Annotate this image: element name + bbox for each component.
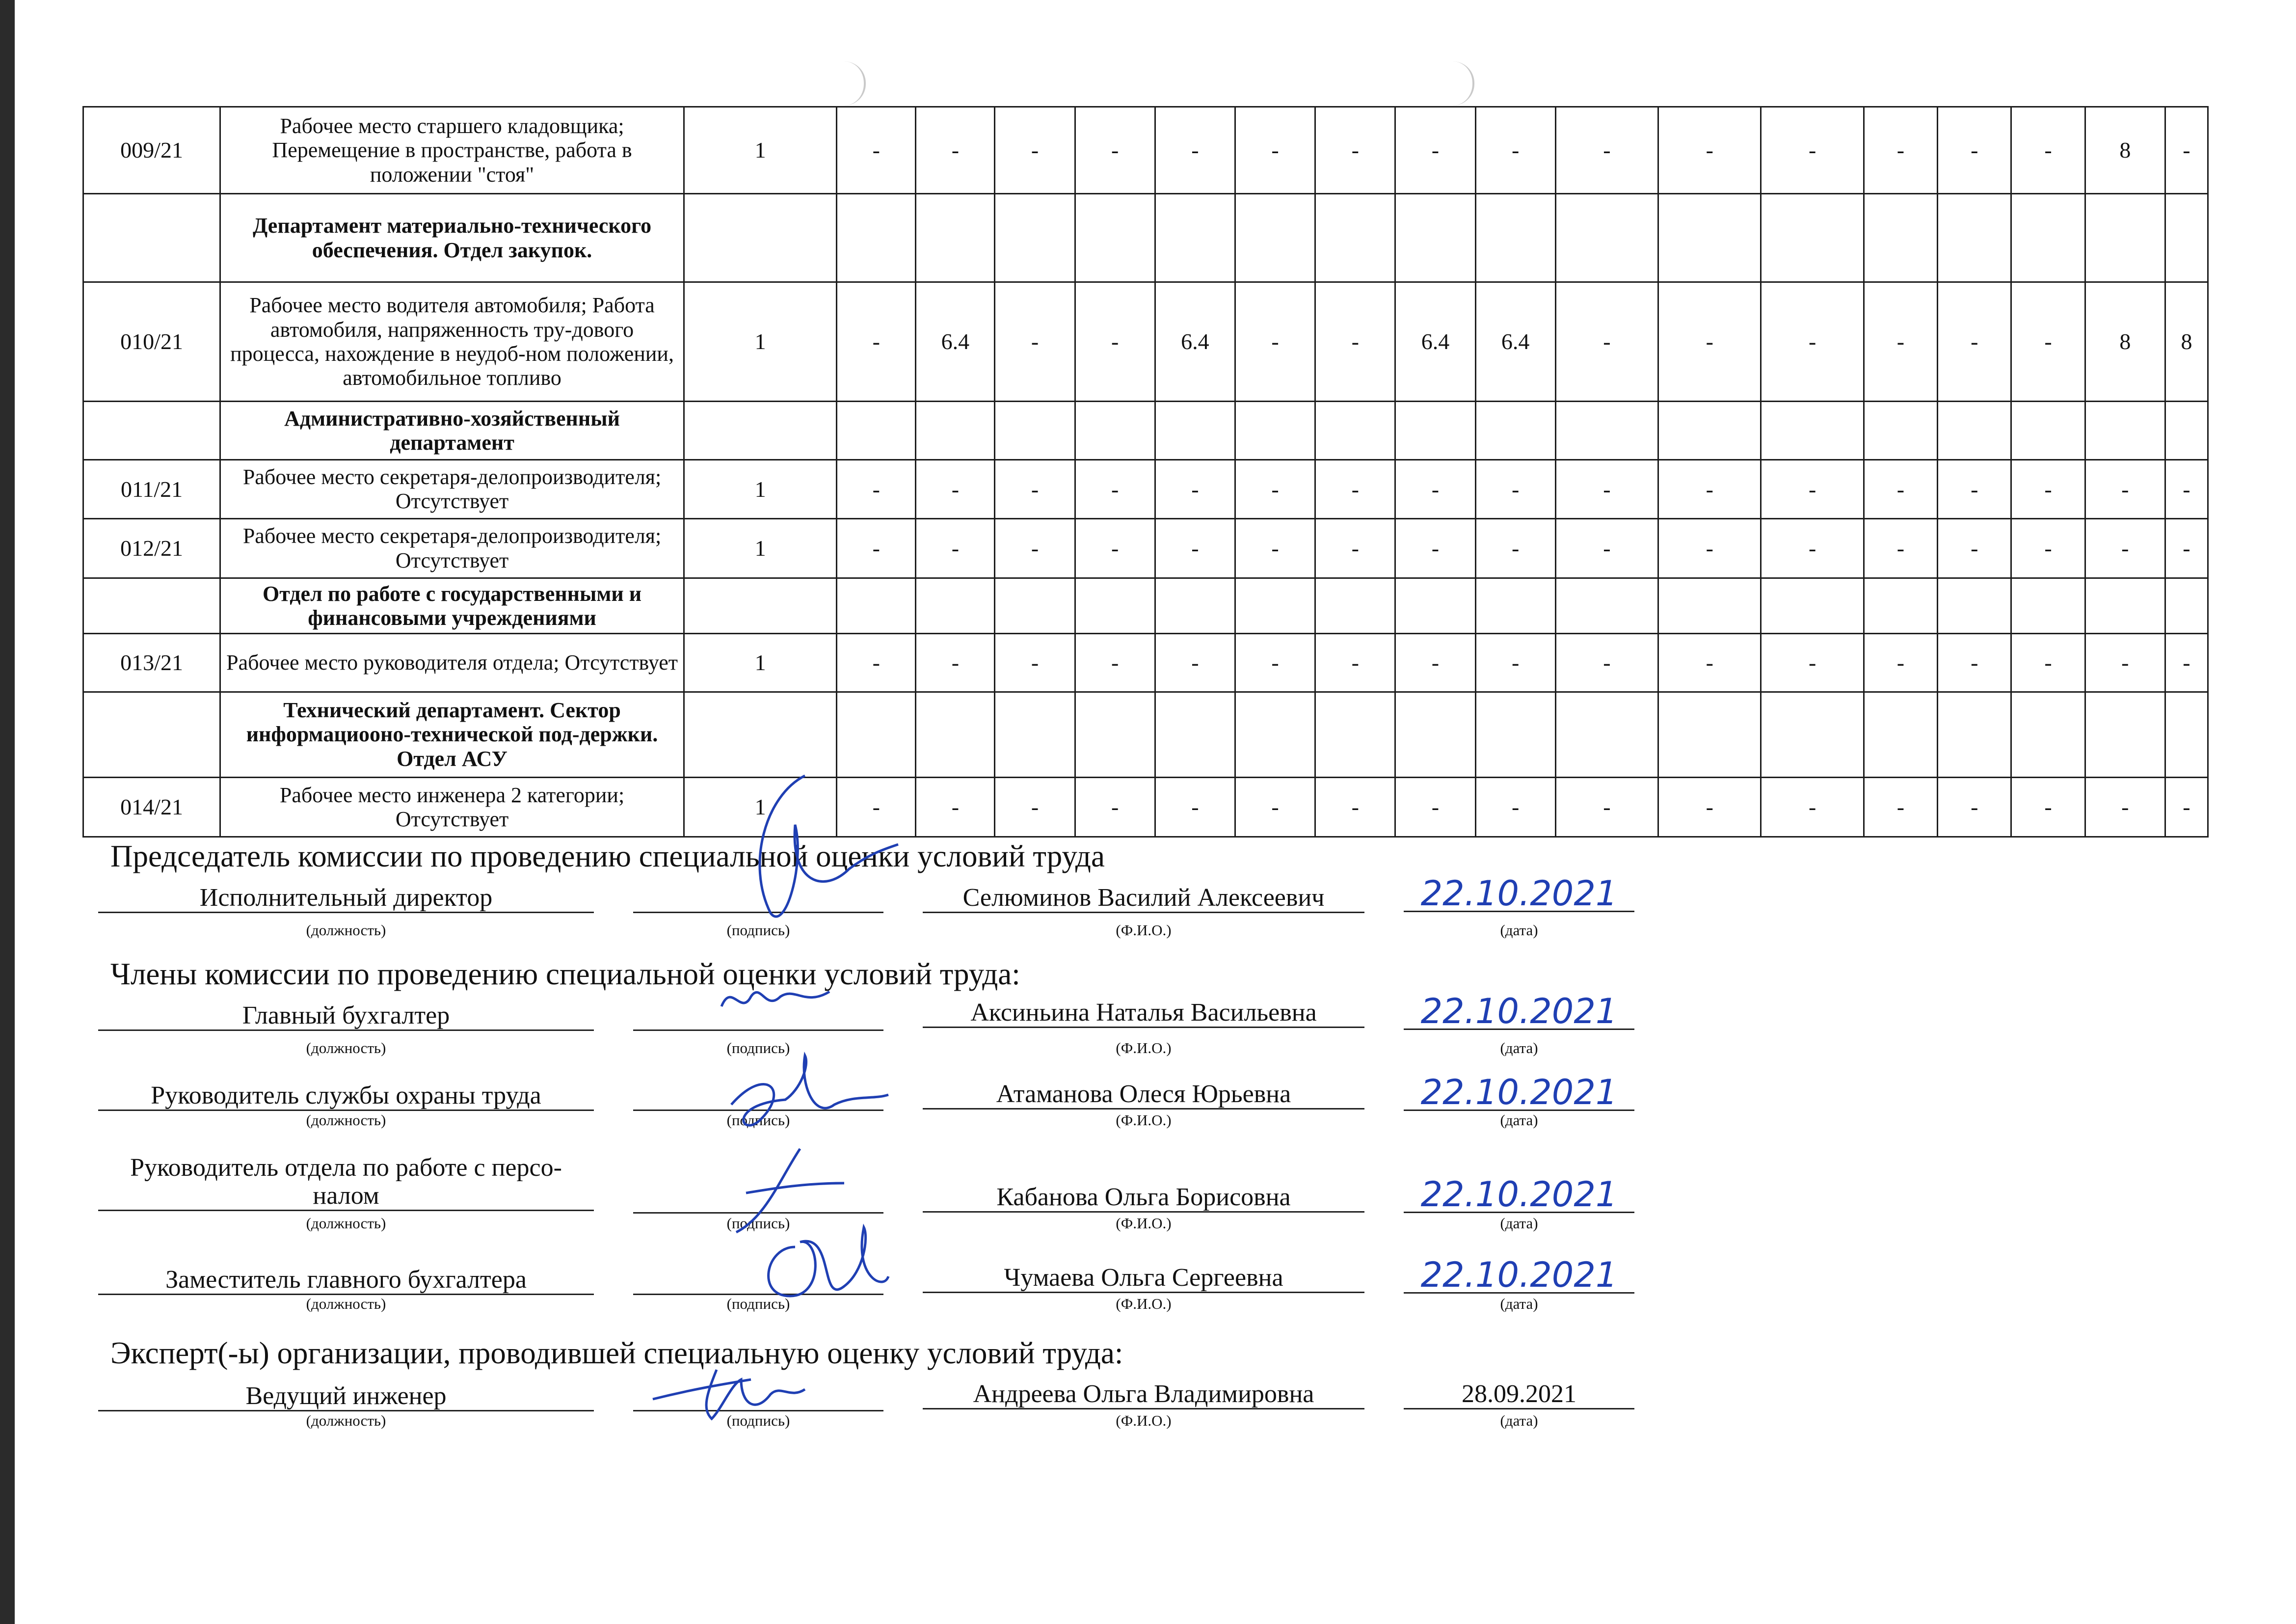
row-value-cell <box>1315 401 1395 460</box>
row-value-cell <box>2085 194 2165 282</box>
row-value-cell <box>1475 578 1555 633</box>
expert-heading: Эксперт(-ы) организации, проводившей специальную оценку условий труда: <box>110 1336 1123 1370</box>
row-description: Рабочее место инженера 2 категории; Отсутствует <box>220 777 684 837</box>
row-value-cell: - <box>995 107 1075 194</box>
handwritten-signature <box>643 1355 820 1429</box>
row-value-cell: 6.4 <box>1475 282 1555 402</box>
section-title: Департамент материально-технического обеспечения. Отдел закупок. <box>220 194 684 282</box>
table-row <box>83 282 2208 402</box>
caption-position: (должность) <box>306 1039 386 1056</box>
row-value-cell <box>1315 194 1395 282</box>
row-value-cell: - <box>1395 107 1475 194</box>
row-value-cell: - <box>1475 777 1555 837</box>
row-value-cell: 8 <box>2085 107 2165 194</box>
row-value-cell <box>1395 692 1475 777</box>
row-value-cell <box>2011 401 2085 460</box>
row-value-cell <box>1155 692 1235 777</box>
row-value-cell: - <box>916 107 995 194</box>
row-value-cell <box>837 578 916 633</box>
chair-heading: Председатель комиссии по проведению специальной оценки условий труда <box>110 839 1105 873</box>
row-value-cell <box>1315 692 1395 777</box>
row-value-cell: 8 <box>2085 282 2165 402</box>
row-value-cell <box>2085 401 2165 460</box>
row-value-cell: - <box>2011 634 2085 692</box>
row-value-cell: - <box>916 460 995 518</box>
row-value-cell: - <box>1938 282 2011 402</box>
row-value-cell <box>916 401 995 460</box>
caption-fio: (Ф.И.О.) <box>1116 1039 1172 1056</box>
row-value-cell: - <box>2165 634 2208 692</box>
row-code: 009/21 <box>83 107 220 194</box>
row-value-cell <box>1075 401 1155 460</box>
row-value-cell <box>1395 194 1475 282</box>
member-fio: Аксиньина Наталья Васильевна <box>923 999 1364 1028</box>
row-value-cell: - <box>1864 107 1937 194</box>
row-value-cell: - <box>1395 460 1475 518</box>
row-value-cell: - <box>916 518 995 578</box>
row-value-cell: - <box>1864 777 1937 837</box>
row-value-cell: - <box>1938 634 2011 692</box>
caption-signature: (подпись) <box>726 1412 790 1429</box>
row-value-cell: - <box>1155 107 1235 194</box>
row-value-cell: - <box>1075 518 1155 578</box>
row-value-cell: - <box>1235 518 1315 578</box>
row-value-cell: - <box>1864 518 1937 578</box>
row-value-cell: - <box>1155 777 1235 837</box>
row-value-cell <box>995 578 1075 633</box>
row-value-cell: - <box>1761 634 1864 692</box>
row-value-cell <box>837 194 916 282</box>
caption-date: (дата) <box>1500 1412 1538 1429</box>
row-description: Рабочее место секретаря-делопроизводителя; Отсутствует <box>220 518 684 578</box>
row-value-cell: - <box>995 282 1075 402</box>
row-value-cell <box>995 194 1075 282</box>
row-value-cell: - <box>1658 282 1761 402</box>
caption-date: (дата) <box>1500 921 1538 939</box>
row-value-cell <box>1155 401 1235 460</box>
row-code: 014/21 <box>83 777 220 837</box>
section-row <box>83 401 2208 460</box>
row-value-cell: - <box>995 460 1075 518</box>
row-value-cell <box>2085 578 2165 633</box>
row-value-cell <box>1761 401 1864 460</box>
expert-fio: Андреева Ольга Владимировна <box>923 1380 1364 1409</box>
row-value-cell: - <box>2011 460 2085 518</box>
caption-date: (дата) <box>1500 1215 1538 1232</box>
row-value-cell <box>2085 692 2165 777</box>
row-value-cell: - <box>1555 460 1658 518</box>
row-value-cell <box>1864 194 1937 282</box>
caption-fio: (Ф.И.О.) <box>1116 1412 1172 1429</box>
row-value-cell <box>1938 578 2011 633</box>
row-value-cell: - <box>1761 777 1864 837</box>
section-title: Отдел по работе с государственными и финансовыми учреждениями <box>220 578 684 633</box>
handwritten-signature <box>707 766 903 943</box>
row-description: Рабочее место руководителя отдела; Отсутствует <box>220 634 684 692</box>
chair-date: 22.10.2021 <box>1404 876 1634 912</box>
caption-position: (должность) <box>306 1215 386 1232</box>
row-value-cell: - <box>2165 777 2208 837</box>
row-value-cell <box>1235 692 1315 777</box>
row-value-cell <box>1658 692 1761 777</box>
row-value-cell: - <box>1315 518 1395 578</box>
row-value-cell <box>1864 578 1937 633</box>
row-value-cell <box>1395 401 1475 460</box>
row-value-cell: - <box>1761 107 1864 194</box>
row-value-cell <box>1075 692 1155 777</box>
row-value-cell <box>1761 194 1864 282</box>
row-value-cell: - <box>1395 518 1475 578</box>
row-value-cell: - <box>1155 634 1235 692</box>
row-code: 013/21 <box>83 634 220 692</box>
handwritten-signature <box>712 977 839 1031</box>
row-value-cell <box>1658 194 1761 282</box>
members-heading: Члены комиссии по проведению специальной оценки условий труда: <box>110 957 1020 991</box>
row-value-cell: - <box>2011 777 2085 837</box>
row-value-cell: - <box>1315 634 1395 692</box>
handwritten-signature <box>687 1046 893 1144</box>
row-value-cell: - <box>1075 460 1155 518</box>
expert-position: Ведущий инженер <box>98 1382 594 1411</box>
row-value-cell: 6.4 <box>1155 282 1235 402</box>
row-value-cell: - <box>1938 777 2011 837</box>
row-value-cell <box>684 194 836 282</box>
caption-signature: (подпись) <box>726 1215 790 1232</box>
row-value-cell: 8 <box>2165 282 2208 402</box>
row-value-cell: - <box>1155 518 1235 578</box>
row-value-cell <box>684 401 836 460</box>
row-value-cell <box>1864 401 1937 460</box>
row-value-cell: - <box>1658 518 1761 578</box>
row-value-cell <box>1155 194 1235 282</box>
row-value-cell <box>2011 578 2085 633</box>
row-value-cell <box>1075 194 1155 282</box>
section-title: Административно-хозяйственный департамент <box>220 401 684 460</box>
section-title: Технический департамент. Сектор информациооно-технической под-держки. Отдел АСУ <box>220 692 684 777</box>
member-date: 22.10.2021 <box>1404 1177 1634 1213</box>
row-value-cell <box>1555 578 1658 633</box>
table-row <box>83 518 2208 578</box>
row-value-cell <box>916 578 995 633</box>
row-value-cell: - <box>837 107 916 194</box>
caption-date: (дата) <box>1500 1039 1538 1056</box>
row-value-cell: - <box>995 777 1075 837</box>
assessment-table <box>82 106 2209 838</box>
member-position: Руководитель отдела по работе с персо-налом <box>98 1154 594 1211</box>
row-value-cell: - <box>1475 460 1555 518</box>
row-value-cell <box>1235 578 1315 633</box>
row-value-cell <box>1475 401 1555 460</box>
row-value-cell: - <box>1864 460 1937 518</box>
caption-position: (должность) <box>306 1111 386 1129</box>
section-row <box>83 194 2208 282</box>
row-value-cell: - <box>2165 518 2208 578</box>
row-description: Рабочее место водителя автомобиля; Работа автомобиля, напряженность тру-дового процесса, нахождение в неудоб-ном положении, автомобильное топливо <box>220 282 684 402</box>
row-value-cell: - <box>1555 282 1658 402</box>
row-value-cell: 1 <box>684 518 836 578</box>
chair-fio: Селюминов Василий Алексеевич <box>923 884 1364 913</box>
member-fio: Кабанова Ольга Борисовна <box>923 1183 1364 1213</box>
row-value-cell: - <box>995 634 1075 692</box>
handwritten-signature <box>707 1218 893 1316</box>
member-position: Главный бухгалтер <box>98 1001 594 1031</box>
chair-position: Исполнительный директор <box>98 884 594 913</box>
row-value-cell <box>1475 692 1555 777</box>
row-value-cell: - <box>1235 282 1315 402</box>
row-value-cell <box>1864 692 1937 777</box>
row-value-cell <box>1555 692 1658 777</box>
row-value-cell: - <box>1938 518 2011 578</box>
row-description: Рабочее место старшего кладовщика; Перемещение в пространстве, работа в положении "стоя" <box>220 107 684 194</box>
row-value-cell: - <box>2085 460 2165 518</box>
caption-signature: (подпись) <box>726 921 790 939</box>
punch-hole-mark <box>844 61 866 106</box>
row-value-cell <box>2011 692 2085 777</box>
row-value-cell: 1 <box>684 282 836 402</box>
row-value-cell: - <box>1235 634 1315 692</box>
caption-fio: (Ф.И.О.) <box>1116 1295 1172 1312</box>
row-value-cell <box>1475 194 1555 282</box>
row-value-cell: - <box>837 282 916 402</box>
row-value-cell: - <box>2085 777 2165 837</box>
row-value-cell: - <box>1075 107 1155 194</box>
row-value-cell: - <box>1761 460 1864 518</box>
row-value-cell <box>837 692 916 777</box>
row-value-cell: - <box>1075 282 1155 402</box>
table-row <box>83 107 2208 194</box>
row-value-cell: 1 <box>684 634 836 692</box>
row-value-cell <box>2165 692 2208 777</box>
row-value-cell: - <box>1658 460 1761 518</box>
row-value-cell: - <box>1075 634 1155 692</box>
row-value-cell: - <box>1475 107 1555 194</box>
row-value-cell <box>1555 194 1658 282</box>
row-value-cell <box>1761 692 1864 777</box>
row-value-cell: - <box>2011 282 2085 402</box>
row-code: 012/21 <box>83 518 220 578</box>
row-value-cell <box>1658 401 1761 460</box>
row-value-cell: - <box>2165 107 2208 194</box>
row-value-cell <box>916 692 995 777</box>
row-value-cell: 1 <box>684 777 836 837</box>
member-date: 22.10.2021 <box>1404 994 1634 1030</box>
row-value-cell: - <box>1938 460 2011 518</box>
member-position: Заместитель главного бухгалтера <box>98 1266 594 1295</box>
row-value-cell: - <box>837 777 916 837</box>
row-value-cell <box>1938 692 2011 777</box>
row-value-cell <box>2165 578 2208 633</box>
row-value-cell <box>2165 401 2208 460</box>
row-value-cell: - <box>1395 777 1475 837</box>
row-value-cell: - <box>1658 107 1761 194</box>
row-value-cell: - <box>916 634 995 692</box>
row-code: 011/21 <box>83 460 220 518</box>
row-code <box>83 578 220 633</box>
row-value-cell <box>916 194 995 282</box>
table-row <box>83 460 2208 518</box>
row-value-cell: - <box>1761 518 1864 578</box>
row-value-cell: - <box>2011 518 2085 578</box>
row-code <box>83 692 220 777</box>
row-value-cell: - <box>1235 460 1315 518</box>
row-code <box>83 401 220 460</box>
caption-signature: (подпись) <box>726 1295 790 1312</box>
row-value-cell: - <box>1475 634 1555 692</box>
row-value-cell: - <box>1864 282 1937 402</box>
row-value-cell: 6.4 <box>1395 282 1475 402</box>
row-value-cell: - <box>1761 282 1864 402</box>
row-value-cell <box>1761 578 1864 633</box>
caption-position: (должность) <box>306 1295 386 1312</box>
row-value-cell <box>1235 401 1315 460</box>
row-value-cell: - <box>1315 282 1395 402</box>
row-value-cell: - <box>1864 634 1937 692</box>
member-position: Руководитель службы охраны труда <box>98 1082 594 1111</box>
caption-position: (должность) <box>306 921 386 939</box>
expert-date: 28.09.2021 <box>1404 1380 1634 1409</box>
row-value-cell <box>684 692 836 777</box>
row-value-cell: - <box>2085 634 2165 692</box>
member-fio: Атаманова Олеся Юрьевна <box>923 1080 1364 1110</box>
member-date: 22.10.2021 <box>1404 1075 1634 1111</box>
row-value-cell: - <box>1155 460 1235 518</box>
scan-edge <box>0 0 15 1624</box>
caption-signature: (подпись) <box>726 1111 790 1129</box>
row-value-cell <box>1938 194 2011 282</box>
caption-signature: (подпись) <box>726 1039 790 1056</box>
row-value-cell: 1 <box>684 107 836 194</box>
row-description: Рабочее место секретаря-делопроизводителя; Отсутствует <box>220 460 684 518</box>
punch-hole-mark <box>1453 61 1474 106</box>
caption-fio: (Ф.И.О.) <box>1116 921 1172 939</box>
caption-date: (дата) <box>1500 1111 1538 1129</box>
row-value-cell: - <box>1555 777 1658 837</box>
section-row <box>83 692 2208 777</box>
row-value-cell <box>995 401 1075 460</box>
member-fio: Чумаева Ольга Сергеевна <box>923 1264 1364 1293</box>
row-value-cell: - <box>1395 634 1475 692</box>
row-value-cell: - <box>2165 460 2208 518</box>
row-value-cell: - <box>1235 777 1315 837</box>
row-value-cell <box>2165 194 2208 282</box>
row-value-cell: - <box>1555 107 1658 194</box>
row-value-cell <box>1938 401 2011 460</box>
row-value-cell <box>684 578 836 633</box>
row-value-cell: - <box>1315 460 1395 518</box>
row-value-cell <box>1555 401 1658 460</box>
row-value-cell <box>2011 194 2085 282</box>
row-value-cell <box>837 401 916 460</box>
row-value-cell: - <box>916 777 995 837</box>
row-value-cell: 1 <box>684 460 836 518</box>
row-code: 010/21 <box>83 282 220 402</box>
row-value-cell: - <box>1315 107 1395 194</box>
row-value-cell: - <box>1235 107 1315 194</box>
row-value-cell: - <box>2085 518 2165 578</box>
caption-date: (дата) <box>1500 1295 1538 1312</box>
row-value-cell <box>1235 194 1315 282</box>
caption-position: (должность) <box>306 1412 386 1429</box>
row-value-cell <box>1658 578 1761 633</box>
row-value-cell: - <box>2011 107 2085 194</box>
row-value-cell: - <box>1938 107 2011 194</box>
row-value-cell: - <box>837 634 916 692</box>
row-code <box>83 194 220 282</box>
row-value-cell: - <box>1475 518 1555 578</box>
row-value-cell: - <box>837 460 916 518</box>
row-value-cell: - <box>1555 634 1658 692</box>
row-value-cell: - <box>1555 518 1658 578</box>
row-value-cell: - <box>1658 777 1761 837</box>
row-value-cell: 6.4 <box>916 282 995 402</box>
row-value-cell: - <box>1075 777 1155 837</box>
member-date: 22.10.2021 <box>1404 1258 1634 1294</box>
table-row <box>83 634 2208 692</box>
row-value-cell: - <box>1658 634 1761 692</box>
row-value-cell: - <box>837 518 916 578</box>
section-row <box>83 578 2208 633</box>
row-value-cell <box>1075 578 1155 633</box>
row-value-cell <box>1395 578 1475 633</box>
table-row <box>83 777 2208 837</box>
row-value-cell <box>1315 578 1395 633</box>
row-value-cell: - <box>995 518 1075 578</box>
caption-fio: (Ф.И.О.) <box>1116 1111 1172 1129</box>
row-value-cell: - <box>1315 777 1395 837</box>
caption-fio: (Ф.И.О.) <box>1116 1215 1172 1232</box>
row-value-cell <box>1155 578 1235 633</box>
row-value-cell <box>995 692 1075 777</box>
